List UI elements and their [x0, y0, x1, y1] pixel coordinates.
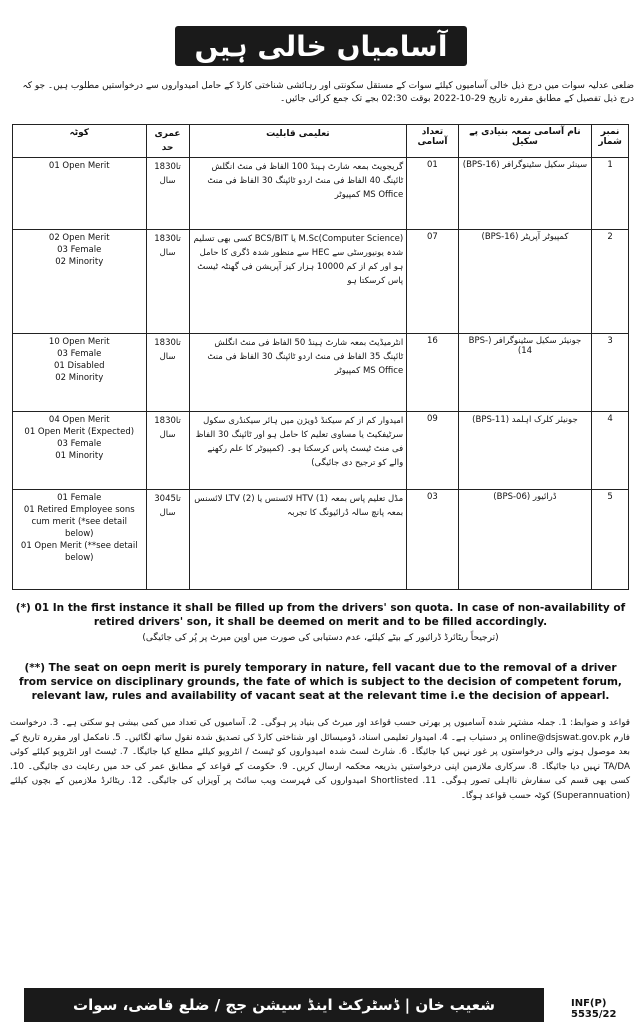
- quota-line: 03 Female: [57, 439, 102, 449]
- qualification-cell: گریجویٹ بمعہ شارٹ ہینڈ 100 الفاظ فی منٹ انگلش ٹائپنگ 40 الفاظ فی منٹ اردو ٹائپنگ 30 الفاظ فی منٹ MS Office کمپیوٹر: [189, 158, 407, 230]
- quota-line: 02 Open Merit: [48, 233, 110, 243]
- age-cell: 30تا45 سال: [146, 490, 189, 590]
- age-cell: 18تا30 سال: [146, 158, 189, 230]
- serial-cell: 4: [592, 412, 629, 490]
- quota-line: 10 Open Merit: [48, 337, 110, 347]
- quota-cell: [13, 158, 147, 230]
- quota-line: 01 Open Merit: [48, 161, 110, 171]
- quota-line: 02 Minority: [55, 373, 104, 383]
- quota-line: 01 Open Merit (**see detail below): [20, 541, 138, 563]
- quota-line: 01 Retired Employee sons cum merit (*see detail below): [23, 505, 135, 539]
- quota-line: 01 Female: [57, 493, 102, 503]
- count-cell: 16: [407, 334, 459, 412]
- qualification-cell: امیدوار کم از کم سیکنڈ ڈویژن میں ہائر سیکنڈری سکول سرٹیفکیٹ یا مساوی تعلیم کا حامل ہو اور ٹائپنگ 30 الفاظ فی منٹ ٹیسٹ پاس کرسکتا ہو۔ (کمپیوٹر کا علم رکھنے والے کو ترجیح دی جائیگی): [189, 412, 407, 490]
- quota-line: 03 Female: [57, 349, 102, 359]
- post-name-cell: جونیئر کلرک اہلمد (BPS-11): [458, 412, 592, 490]
- serial-cell: 1: [592, 158, 629, 230]
- qualification-cell: M.Sc(Computer Science) یا BCS/BIT کسی بھی تسلیم شدہ یونیورسٹی سے HEC سے منظور شدہ ڈگری کا حامل ہو اور کم از کم 10000 ہزار کیز آپریشن فی گھنٹہ ٹیسٹ پاس کرسکتا ہو: [189, 230, 407, 334]
- table-row: [13, 230, 629, 334]
- header-count: تعداد آسامی: [407, 125, 459, 158]
- header-qualification: تعلیمی قابلیت: [189, 125, 407, 158]
- age-cell: 18تا30 سال: [146, 230, 189, 334]
- page-title: آسامیاں خالی ہیں: [175, 26, 467, 66]
- post-name-cell: سینئر سکیل سٹینوگرافر (BPS-16): [458, 158, 592, 230]
- rules-paragraph: قواعد و ضوابط: 1. جملہ مشتہر شدہ آسامیوں پر بھرتی حسب قواعد اور میرٹ کی بنیاد پر ہوگی۔ 2. آسامیوں کی تعداد میں کمی بیشی ہو سکتی ہے۔ 3. درخواست فارم online@dsjswat.gov.pk پر دستیاب ہے۔ 4. امیدوار تعلیمی اسناد، ڈومیسائل اور شناختی کارڈ کی تصدیق شدہ نقول ساتھ لگائیں۔ 5. نامکمل اور مقررہ تاریخ کے بعد موصول ہونے والی درخواستوں پر غور نہیں کیا جائیگا۔ 6. شارٹ لسٹ شدہ امیدواروں کو ٹیسٹ / انٹرویو کیلئے مطلع کیا جائیگا۔ 7. ٹیسٹ اور انٹرویو کیلئے کوئی TA/DA نہیں دیا جائیگا۔ 8. سرکاری ملازمین اپنی درخواستیں بذریعہ محکمہ ارسال کریں۔ 9. حکومت کے قواعد کے مطابق عمر کی حد میں رعایت دی جائیگی۔ 10. کسی بھی قسم کی سفارش نااہلی تصور ہوگی۔ 11. Shortlisted امیدواروں کی فہرست ویب سائٹ پر آویزاں کی جائیگی۔ 12. ریٹائرڈ ملازمین کے بچوں کیلئے (Superannuation) کوٹہ حسب قواعد ہوگا۔: [10, 718, 631, 801]
- header-quota: کوٹہ: [13, 125, 147, 158]
- quota-line: 04 Open Merit: [48, 415, 110, 425]
- quota-cell: [13, 334, 147, 412]
- quota-line: 03 Female: [57, 245, 102, 255]
- qualification-cell: انٹرمیڈیٹ بمعہ شارٹ ہینڈ 50 الفاظ فی منٹ انگلش ٹائپنگ 35 الفاظ فی منٹ اردو ٹائپنگ 30 الفاظ فی منٹ MS Office کمپیوٹر: [189, 334, 407, 412]
- header-post-name: نام آسامی بمعہ بنیادی پے سکیل: [458, 125, 592, 158]
- quota-line: 01 Disabled: [54, 361, 105, 371]
- note-drivers-son: (*) 01 In the first instance it shall be filled up from the drivers' son quota. In case of non-availability of retired drivers' son, it shall be deemed on merit and to be filled accordingly.: [15, 602, 626, 628]
- note-drivers-son-urdu: (ترجیحاً ریٹائرڈ ڈرائیور کے بیٹے کیلئے، عدم دستیابی کی صورت میں اوپن میرٹ پر پُر کی جائیگی): [142, 633, 499, 643]
- age-cell: 18تا30 سال: [146, 334, 189, 412]
- serial-cell: 2: [592, 230, 629, 334]
- quota-line: 02 Minority: [55, 257, 104, 267]
- age-cell: 18تا30 سال: [146, 412, 189, 490]
- quota-cell: [13, 490, 147, 590]
- count-cell: 09: [407, 412, 459, 490]
- count-cell: 07: [407, 230, 459, 334]
- quota-cell: [13, 230, 147, 334]
- signature-band: شعیب خان | ڈسٹرکٹ اینڈ سیشن جج / ضلع قاضی، سوات: [24, 988, 544, 1022]
- header-serial: نمبر شمار: [592, 125, 629, 158]
- table-row: [13, 158, 629, 230]
- intro-paragraph: ضلعی عدلیہ سوات میں درج ذیل خالی آسامیوں کیلئے سوات کے مستقل سکونتی اور رہائشی شناختی کارڈ کے حامل امیدواروں سے درخواستیں مطلوب ہیں۔ جو کہ درج ذیل تفصیل کے مطابق مقررہ تاریخ 29-10-2022 بوقت 02:30 بجے تک جمع کرائی جائیں۔: [22, 81, 634, 104]
- note-open-merit: (**) The seat on oepn merit is purely temporary in nature, fell vacant due to the removal of a driver from service on disciplinary grounds, the fate of which is subject to the decision of competent forum, relevant law, rules and availability of vacant seat at the relevant time i.e the decision of appearl.: [19, 662, 622, 702]
- serial-cell: 5: [592, 490, 629, 590]
- posts-table: [12, 124, 629, 590]
- post-name-cell: جونیئر سکیل سٹینوگرافر (BPS-14): [458, 334, 592, 412]
- table-row: [13, 334, 629, 412]
- header-age: عمری حد: [146, 125, 189, 158]
- quota-line: 01 Minority: [55, 451, 104, 461]
- quota-cell: [13, 412, 147, 490]
- quota-line: 01 Open Merit (Expected): [24, 427, 135, 437]
- count-cell: 03: [407, 490, 459, 590]
- table-row: [13, 412, 629, 490]
- post-name-cell: ڈرائیور (BPS-06): [458, 490, 592, 590]
- inf-number: INF(P) 5535/22: [571, 998, 617, 1020]
- serial-cell: 3: [592, 334, 629, 412]
- table-header-row: [13, 125, 629, 158]
- qualification-cell: مڈل تعلیم پاس بمعہ (1) HTV لائسنس یا (2) LTV لائسنس بمعہ پانچ سالہ ڈرائیونگ کا تجربہ: [189, 490, 407, 590]
- table-row: [13, 490, 629, 590]
- post-name-cell: کمپیوٹر آپریٹر (BPS-16): [458, 230, 592, 334]
- count-cell: 01: [407, 158, 459, 230]
